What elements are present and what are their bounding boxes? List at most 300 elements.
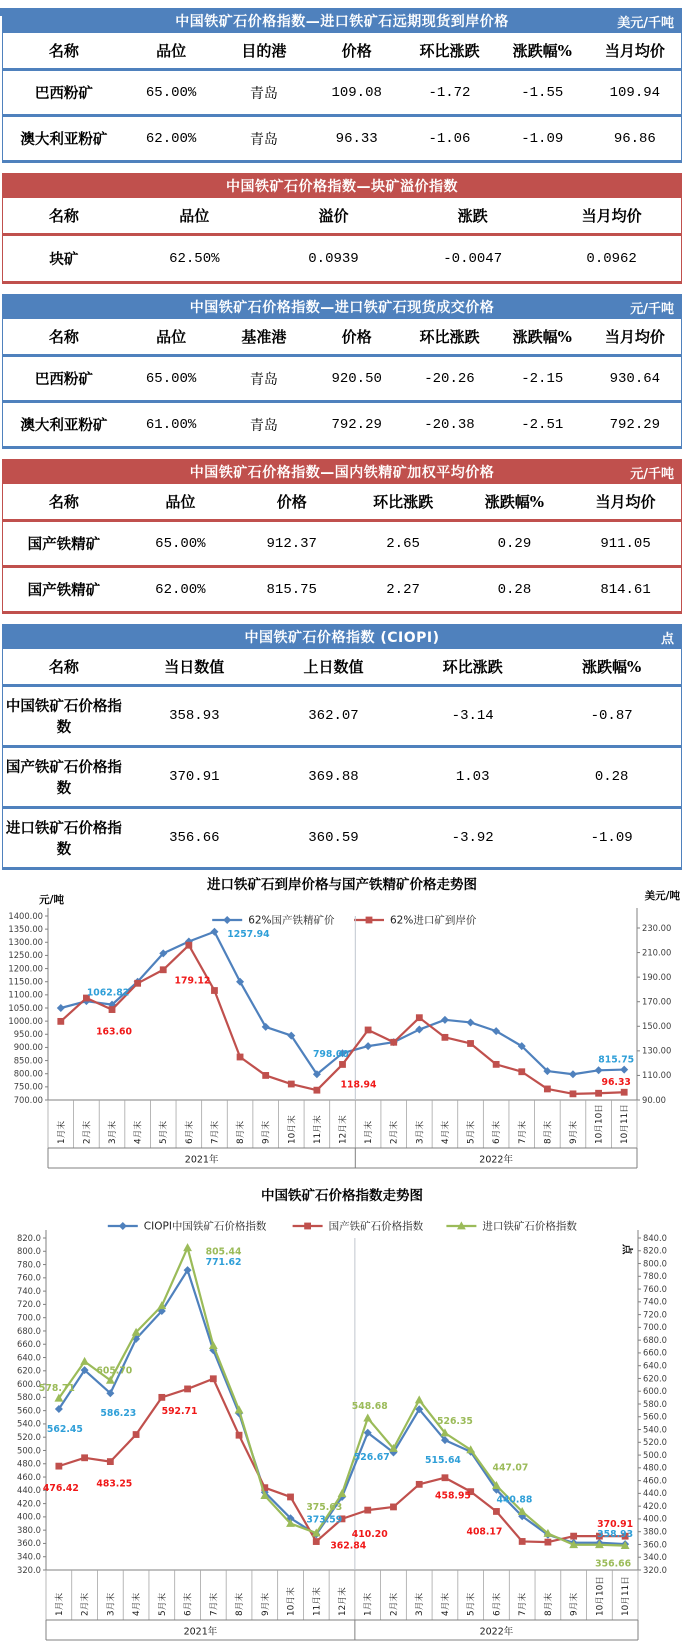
table-title: 中国铁矿石价格指数 (CIOPI) <box>244 629 440 646</box>
svg-text:380.0: 380.0 <box>17 1524 41 1535</box>
row-name: 块矿 <box>49 251 79 268</box>
price-table <box>2 319 682 449</box>
svg-text:5月末: 5月末 <box>466 1592 477 1616</box>
table-unit: 元/千吨 <box>630 302 674 317</box>
svg-text:950.00: 950.00 <box>13 1029 43 1040</box>
svg-text:170.00: 170.00 <box>642 996 672 1007</box>
svg-text:8月末: 8月末 <box>543 1592 554 1616</box>
svg-text:780.0: 780.0 <box>17 1259 41 1270</box>
table-row <box>3 808 682 869</box>
svg-text:2月末: 2月末 <box>389 1592 400 1616</box>
svg-text:1150.00: 1150.00 <box>8 976 43 987</box>
table-title-bar <box>2 294 682 319</box>
svg-text:520.0: 520.0 <box>643 1437 667 1448</box>
row-name: 巴西粉矿 <box>34 371 93 388</box>
cell-value: 1.03 <box>455 769 490 785</box>
column-header: 环比涨跌 <box>373 493 434 511</box>
table-header-row <box>3 198 682 235</box>
svg-text:400.0: 400.0 <box>17 1511 41 1522</box>
svg-text:9月末: 9月末 <box>569 1592 580 1616</box>
cell-value: 0.28 <box>497 581 532 598</box>
cell-value: -3.14 <box>451 708 494 724</box>
svg-text:4月末: 4月末 <box>133 1120 144 1144</box>
cell-value: -3.92 <box>451 830 494 846</box>
table-row <box>3 567 682 613</box>
svg-text:680.0: 680.0 <box>643 1334 667 1345</box>
cell-value: 920.50 <box>331 370 382 387</box>
svg-text:440.0: 440.0 <box>643 1488 667 1499</box>
price-table <box>2 484 682 614</box>
svg-text:CIOPI中国铁矿石价格指数: CIOPI中国铁矿石价格指数 <box>143 1220 267 1233</box>
svg-text:10月10日: 10月10日 <box>595 1576 606 1616</box>
cell-value: 792.29 <box>331 416 382 433</box>
svg-text:6月末: 6月末 <box>184 1120 195 1144</box>
svg-text:700.0: 700.0 <box>17 1312 41 1323</box>
svg-text:815.75: 815.75 <box>598 1054 635 1066</box>
svg-text:3月末: 3月末 <box>415 1120 426 1144</box>
cell-value: 356.66 <box>169 830 220 846</box>
table-header-row <box>3 319 682 356</box>
svg-text:562.45: 562.45 <box>46 1424 83 1436</box>
column-header: 名称 <box>48 42 79 60</box>
svg-text:500.0: 500.0 <box>643 1449 667 1460</box>
price-trend-line-chart <box>0 876 684 1178</box>
svg-text:820.0: 820.0 <box>17 1232 41 1243</box>
cell-value: 青岛 <box>249 418 278 435</box>
svg-text:1月末: 1月末 <box>364 1120 375 1144</box>
table-unit: 美元/千吨 <box>617 16 674 31</box>
svg-text:526.67: 526.67 <box>353 1451 390 1463</box>
svg-text:771.62: 771.62 <box>205 1257 242 1269</box>
cell-value: 96.33 <box>335 130 378 147</box>
svg-text:410.20: 410.20 <box>351 1529 388 1541</box>
svg-text:373.59: 373.59 <box>306 1514 343 1526</box>
row-name: 澳大利亚粉矿 <box>20 131 108 148</box>
table-title-bar <box>2 624 682 649</box>
table-title: 中国铁矿石价格指数—块矿溢价指数 <box>226 178 458 195</box>
svg-text:820.0: 820.0 <box>643 1245 667 1256</box>
svg-text:8月末: 8月末 <box>235 1592 246 1616</box>
svg-text:4月末: 4月末 <box>440 1592 451 1616</box>
column-header: 当日数值 <box>164 658 225 676</box>
svg-text:3月末: 3月末 <box>415 1592 426 1616</box>
column-header: 品位 <box>156 328 187 346</box>
cell-value: 青岛 <box>249 132 278 149</box>
cell-value: -1.09 <box>521 130 564 147</box>
column-header: 品位 <box>165 493 196 511</box>
svg-text:620.0: 620.0 <box>17 1365 41 1376</box>
svg-text:10月10日: 10月10日 <box>594 1104 605 1144</box>
svg-text:190.00: 190.00 <box>642 971 672 982</box>
cell-value: -1.72 <box>428 84 471 101</box>
cell-value: 0.0939 <box>308 250 359 267</box>
svg-text:360.0: 360.0 <box>17 1538 41 1549</box>
svg-text:1000.00: 1000.00 <box>8 1015 43 1026</box>
svg-text:480.0: 480.0 <box>17 1458 41 1469</box>
table-row <box>3 747 682 808</box>
svg-text:7月末: 7月末 <box>209 1592 220 1616</box>
cell-value: 65.00% <box>145 84 197 101</box>
column-header: 名称 <box>48 207 79 225</box>
svg-text:700.00: 700.00 <box>13 1094 43 1105</box>
svg-text:62%进口矿到岸价: 62%进口矿到岸价 <box>390 914 477 927</box>
svg-text:6月末: 6月末 <box>492 1592 503 1616</box>
table-title: 中国铁矿石价格指数—国内铁精矿加权平均价格 <box>189 464 495 481</box>
cell-value: 96.86 <box>613 130 656 147</box>
column-header: 涨跌幅% <box>512 328 572 346</box>
svg-text:2月末: 2月末 <box>80 1592 91 1616</box>
svg-text:483.25: 483.25 <box>96 1478 133 1490</box>
left-axis-unit: 元/吨 <box>39 894 64 906</box>
svg-text:680.0: 680.0 <box>17 1325 41 1336</box>
table-header-row <box>3 484 682 521</box>
svg-text:2022年: 2022年 <box>479 1154 513 1166</box>
cell-value: -2.15 <box>521 370 564 387</box>
svg-text:230.00: 230.00 <box>642 922 672 933</box>
svg-text:408.17: 408.17 <box>466 1526 503 1538</box>
svg-text:2022年: 2022年 <box>479 1626 514 1638</box>
svg-text:500.0: 500.0 <box>17 1445 41 1456</box>
column-header: 涨跌 <box>457 207 488 225</box>
cell-value: 930.64 <box>609 370 661 387</box>
svg-text:8月末: 8月末 <box>543 1120 554 1144</box>
table-row <box>3 402 682 448</box>
column-header: 环比涨跌 <box>419 328 480 346</box>
svg-text:420.0: 420.0 <box>643 1500 667 1511</box>
svg-text:515.64: 515.64 <box>425 1455 461 1467</box>
svg-text:760.0: 760.0 <box>17 1272 41 1283</box>
svg-text:320.0: 320.0 <box>643 1564 667 1575</box>
svg-text:340.0: 340.0 <box>643 1552 667 1563</box>
table-row <box>3 356 682 402</box>
svg-text:447.07: 447.07 <box>492 1462 529 1474</box>
svg-text:10月末: 10月末 <box>286 1587 297 1616</box>
cell-value: 青岛 <box>249 372 278 389</box>
svg-text:780.0: 780.0 <box>643 1271 667 1282</box>
svg-text:3月末: 3月末 <box>106 1592 117 1616</box>
cell-value: 2.27 <box>386 581 420 598</box>
row-name: 巴西粉矿 <box>34 85 93 102</box>
row-name: 中国铁矿石价格指数 <box>5 698 122 736</box>
svg-text:375.63: 375.63 <box>306 1502 343 1514</box>
column-header: 价格 <box>341 328 372 346</box>
svg-text:130.00: 130.00 <box>642 1045 672 1056</box>
svg-text:2月末: 2月末 <box>82 1120 93 1144</box>
svg-text:6月末: 6月末 <box>492 1120 503 1144</box>
svg-text:7月末: 7月末 <box>518 1592 529 1616</box>
column-header: 名称 <box>48 493 79 511</box>
cell-value: 0.0962 <box>586 250 637 267</box>
cell-value: -20.38 <box>424 416 475 433</box>
data-labels <box>87 929 634 1091</box>
cell-value: 65.00% <box>155 535 206 552</box>
svg-text:526.35: 526.35 <box>437 1415 473 1427</box>
svg-text:5月末: 5月末 <box>466 1120 477 1144</box>
right-axis-unit: 点 <box>621 1244 633 1255</box>
table-row <box>3 116 682 162</box>
svg-text:1350.00: 1350.00 <box>8 923 43 934</box>
svg-text:9月末: 9月末 <box>260 1592 271 1616</box>
svg-text:578.71: 578.71 <box>38 1383 75 1395</box>
svg-text:370.91: 370.91 <box>597 1519 634 1531</box>
column-header: 当月均价 <box>581 207 642 225</box>
table-row <box>3 521 682 567</box>
x-axis-label-band <box>46 1570 638 1620</box>
svg-text:800.00: 800.00 <box>13 1068 43 1079</box>
svg-text:600.0: 600.0 <box>643 1386 667 1397</box>
svg-text:1月末: 1月末 <box>363 1592 374 1616</box>
table-row <box>3 235 682 283</box>
price-table <box>2 649 682 870</box>
column-header: 涨跌幅% <box>484 493 545 511</box>
column-header: 基准港 <box>241 328 287 346</box>
svg-text:460.0: 460.0 <box>643 1475 667 1486</box>
table-header-row <box>3 649 682 686</box>
svg-text:7月末: 7月末 <box>210 1120 221 1144</box>
cell-value: 青岛 <box>249 86 278 103</box>
report-page <box>0 8 684 1650</box>
row-name: 国产铁精矿 <box>27 582 101 599</box>
year-band <box>48 1148 637 1168</box>
cell-value: 0.28 <box>594 769 629 785</box>
chart-title: 中国铁矿石价格指数走势图 <box>261 1188 423 1204</box>
svg-text:1250.00: 1250.00 <box>8 950 43 961</box>
svg-text:12月末: 12月末 <box>338 1115 349 1144</box>
svg-text:560.0: 560.0 <box>643 1411 667 1422</box>
table-title-bar <box>2 173 682 198</box>
svg-text:2021年: 2021年 <box>184 1154 219 1166</box>
svg-text:440.88: 440.88 <box>496 1494 533 1506</box>
svg-text:840.0: 840.0 <box>643 1232 667 1243</box>
table-import-spot-transaction-price <box>2 294 682 449</box>
cell-value: 814.61 <box>600 581 651 598</box>
svg-text:10月11日: 10月11日 <box>621 1576 632 1616</box>
svg-text:476.42: 476.42 <box>42 1483 79 1495</box>
cell-value: 369.88 <box>308 769 359 785</box>
svg-text:5月末: 5月末 <box>157 1592 168 1616</box>
svg-text:1050.00: 1050.00 <box>8 1002 43 1013</box>
price-table <box>2 198 682 284</box>
svg-text:805.44: 805.44 <box>205 1246 242 1258</box>
svg-text:750.00: 750.00 <box>13 1081 43 1092</box>
table-title: 中国铁矿石价格指数—进口铁矿石现货成交价格 <box>189 299 495 316</box>
svg-text:850.00: 850.00 <box>13 1055 43 1066</box>
svg-text:9月末: 9月末 <box>261 1120 272 1144</box>
cell-value: -0.0047 <box>443 250 503 267</box>
table-header-row <box>3 33 682 70</box>
svg-text:2021年: 2021年 <box>183 1626 218 1638</box>
svg-text:580.0: 580.0 <box>643 1398 667 1409</box>
column-header: 当月均价 <box>604 42 665 60</box>
svg-text:700.0: 700.0 <box>643 1322 667 1333</box>
column-header: 品位 <box>156 42 187 60</box>
cell-value: 358.93 <box>169 708 220 724</box>
data-labels <box>39 1247 633 1570</box>
svg-text:720.0: 720.0 <box>17 1299 41 1310</box>
svg-text:362.84: 362.84 <box>330 1540 367 1552</box>
cell-value: 912.37 <box>266 535 317 552</box>
svg-text:480.0: 480.0 <box>643 1462 667 1473</box>
svg-text:1月末: 1月末 <box>56 1120 67 1144</box>
table-row <box>3 70 682 116</box>
column-header: 当月均价 <box>604 328 665 346</box>
svg-text:900.00: 900.00 <box>13 1042 43 1053</box>
chart-import-vs-domestic-price-trend <box>0 876 684 1178</box>
row-name: 国产铁精矿 <box>27 536 101 553</box>
svg-text:548.68: 548.68 <box>351 1401 388 1413</box>
svg-text:2月末: 2月末 <box>389 1120 400 1144</box>
right-axis-unit: 美元/吨 <box>644 890 680 902</box>
cell-value: 815.75 <box>266 581 317 598</box>
column-header: 环比涨跌 <box>419 42 480 60</box>
table-domestic-concentrate-price <box>2 459 682 614</box>
svg-text:9月末: 9月末 <box>568 1120 579 1144</box>
table-ciopi-index <box>2 624 682 870</box>
index-trend-line-chart <box>0 1184 684 1650</box>
svg-text:210.00: 210.00 <box>642 947 672 958</box>
svg-text:1062.82: 1062.82 <box>86 987 130 999</box>
svg-text:7月末: 7月末 <box>517 1120 528 1144</box>
svg-text:605.70: 605.70 <box>96 1365 133 1377</box>
column-header: 上日数值 <box>303 658 364 676</box>
svg-text:358.93: 358.93 <box>597 1529 634 1541</box>
row-name: 国产铁矿石价格指数 <box>5 759 122 797</box>
svg-text:720.0: 720.0 <box>643 1309 667 1320</box>
row-name: 澳大利亚粉矿 <box>20 417 108 434</box>
svg-text:4月末: 4月末 <box>132 1592 143 1616</box>
svg-text:6月末: 6月末 <box>183 1592 194 1616</box>
series-square <box>57 942 627 1097</box>
svg-text:179.12: 179.12 <box>174 975 211 987</box>
svg-text:1400.00: 1400.00 <box>8 910 43 921</box>
svg-text:660.0: 660.0 <box>643 1347 667 1358</box>
price-table <box>2 33 682 163</box>
svg-text:356.66: 356.66 <box>595 1558 632 1570</box>
chart-title: 进口铁矿石到岸价格与国产铁精矿价格走势图 <box>207 877 477 893</box>
svg-text:4月末: 4月末 <box>440 1120 451 1144</box>
svg-text:640.0: 640.0 <box>643 1360 667 1371</box>
cell-value: 109.94 <box>609 84 661 101</box>
svg-text:110.00: 110.00 <box>642 1070 672 1081</box>
cell-value: 2.65 <box>386 535 420 552</box>
svg-text:740.0: 740.0 <box>17 1285 41 1296</box>
svg-text:640.0: 640.0 <box>17 1352 41 1363</box>
column-header: 环比涨跌 <box>442 658 503 676</box>
svg-text:340.0: 340.0 <box>17 1551 41 1562</box>
svg-text:660.0: 660.0 <box>17 1339 41 1350</box>
svg-text:458.95: 458.95 <box>435 1490 471 1502</box>
svg-text:580.0: 580.0 <box>17 1392 41 1403</box>
svg-text:8月末: 8月末 <box>236 1120 247 1144</box>
table-row <box>3 686 682 747</box>
cell-value: -1.09 <box>590 830 633 846</box>
column-header: 品位 <box>179 207 210 225</box>
column-header: 价格 <box>341 42 372 60</box>
table-unit: 元/千吨 <box>630 467 674 482</box>
svg-text:460.0: 460.0 <box>17 1471 41 1482</box>
svg-text:1300.00: 1300.00 <box>8 937 43 948</box>
svg-text:760.0: 760.0 <box>643 1283 667 1294</box>
cell-value: 360.59 <box>308 830 359 846</box>
cell-value: 62.00% <box>155 581 206 598</box>
svg-text:800.0: 800.0 <box>643 1258 667 1269</box>
table-title-bar <box>2 8 682 33</box>
cell-value: 109.08 <box>331 84 382 101</box>
svg-text:586.23: 586.23 <box>100 1408 137 1420</box>
chart-legend <box>108 1220 578 1233</box>
svg-text:96.33: 96.33 <box>601 1077 631 1089</box>
cell-value: 62.00% <box>145 130 197 147</box>
year-band <box>46 1620 638 1640</box>
cell-value: -0.87 <box>590 708 633 724</box>
cell-value: -2.51 <box>521 416 564 433</box>
svg-text:163.60: 163.60 <box>96 1026 132 1038</box>
table-import-forward-cif-price <box>2 8 682 163</box>
svg-text:11月末: 11月末 <box>312 1115 323 1144</box>
column-header: 当月均价 <box>595 493 656 511</box>
svg-text:1月末: 1月末 <box>54 1592 65 1616</box>
svg-text:3月末: 3月末 <box>108 1120 119 1144</box>
column-header: 涨跌幅% <box>512 42 572 60</box>
cell-value: -1.06 <box>428 130 471 147</box>
svg-text:150.00: 150.00 <box>642 1021 672 1032</box>
svg-text:1100.00: 1100.00 <box>8 989 43 1000</box>
svg-text:592.71: 592.71 <box>161 1405 198 1417</box>
svg-text:520.0: 520.0 <box>17 1432 41 1442</box>
column-header: 名称 <box>48 658 79 676</box>
svg-text:1257.94: 1257.94 <box>227 928 270 940</box>
svg-text:62%国产铁精矿价: 62%国产铁精矿价 <box>248 914 335 927</box>
cell-value: 62.50% <box>169 250 220 267</box>
chart-ciopi-index-trend <box>0 1184 684 1650</box>
cell-value: -1.55 <box>521 84 564 101</box>
svg-text:10月末: 10月末 <box>287 1115 298 1144</box>
chart-legend <box>212 914 477 927</box>
svg-text:440.0: 440.0 <box>17 1485 41 1496</box>
cell-value: 370.91 <box>169 769 220 785</box>
svg-text:560.0: 560.0 <box>17 1405 41 1416</box>
svg-text:12月末: 12月末 <box>338 1587 348 1616</box>
cell-value: 362.07 <box>308 708 359 724</box>
cell-value: -20.26 <box>424 370 475 387</box>
column-header: 价格 <box>276 493 307 511</box>
column-header: 目的港 <box>241 42 287 60</box>
cell-value: 911.05 <box>600 535 651 552</box>
svg-text:1200.00: 1200.00 <box>8 963 43 974</box>
cell-value: 0.29 <box>497 535 532 552</box>
svg-text:798.00: 798.00 <box>312 1049 349 1061</box>
svg-text:国产铁矿石价格指数: 国产铁矿石价格指数 <box>328 1220 424 1233</box>
svg-text:380.0: 380.0 <box>643 1526 667 1537</box>
svg-text:360.0: 360.0 <box>643 1539 667 1550</box>
column-header: 涨跌幅% <box>582 658 642 676</box>
svg-text:400.0: 400.0 <box>643 1513 667 1524</box>
row-name: 进口铁矿石价格指数 <box>5 820 122 858</box>
svg-text:5月末: 5月末 <box>159 1120 170 1144</box>
svg-text:540.0: 540.0 <box>643 1424 667 1435</box>
table-title: 中国铁矿石价格指数—进口铁矿石远期现货到岸价格 <box>175 13 509 30</box>
column-header: 溢价 <box>318 207 349 225</box>
svg-text:540.0: 540.0 <box>17 1418 41 1429</box>
x-axis-label-band <box>48 1100 637 1148</box>
table-unit: 点 <box>660 632 674 647</box>
cell-value: 61.00% <box>145 416 197 433</box>
svg-text:320.0: 320.0 <box>17 1564 41 1575</box>
cell-value: 65.00% <box>145 370 197 387</box>
svg-text:740.0: 740.0 <box>643 1296 667 1307</box>
table-title-bar <box>2 459 682 484</box>
svg-text:10月11日: 10月11日 <box>620 1104 631 1144</box>
